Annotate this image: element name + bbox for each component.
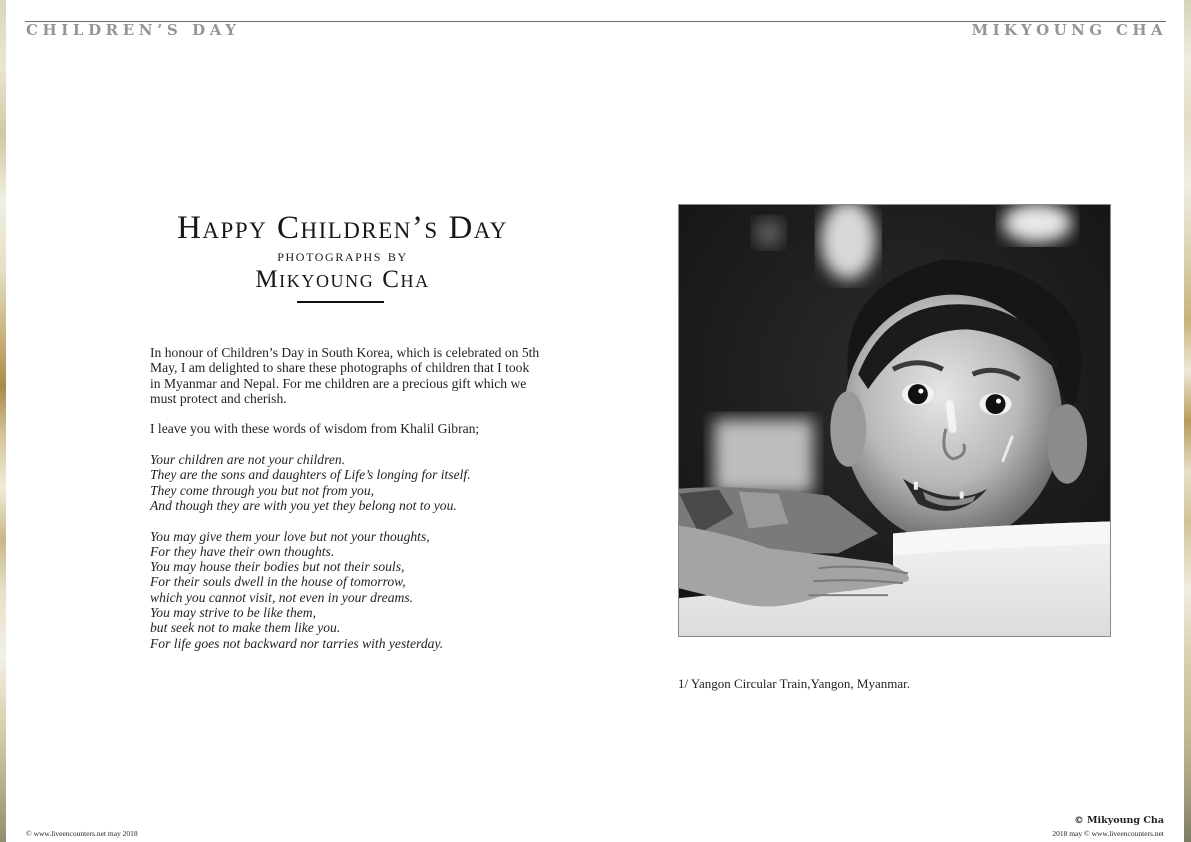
poem-line: They are the sons and daughters of Life’s longing for itself. (150, 467, 471, 483)
article-author: Mikyoung Cha (255, 266, 430, 293)
article-subtitle: photographs by (277, 246, 408, 265)
poem-line: For life goes not backward nor tarries with yesterday. (150, 635, 444, 651)
title-block (150, 208, 535, 294)
article-body (150, 345, 540, 651)
intro-paragraph: In honour of Children’s Day in South Korea, which is celebrated on 5th May, I am delighted to share these photographs of children that I took in Myanmar and Nepal. For me children are a precious gift which we must protect and cherish. (150, 345, 540, 406)
floral-edge-right (1184, 0, 1191, 842)
poem-line: For their souls dwell in the house of tomorrow, (150, 574, 406, 590)
child-portrait-photo (678, 204, 1111, 637)
poem-line: And though they are with you yet they belong not to you. (150, 497, 457, 513)
article-title: Happy Children’s Day (177, 210, 508, 246)
portrait-illustration (679, 205, 1110, 636)
poem-line: You may strive to be like them, (150, 605, 316, 621)
floral-edge-left (0, 0, 6, 842)
footer-copyright-left: © www.liveencounters.net may 2018 (26, 829, 138, 838)
footer-photographer-credit: © Mikyoung Cha (1074, 815, 1164, 826)
photo-caption: 1/ Yangon Circular Train,Yangon, Myanmar. (678, 676, 910, 691)
poem-line: For they have their own thoughts. (150, 543, 335, 559)
title-underline (297, 301, 384, 303)
poem-line: Your children are not your children. (150, 452, 346, 468)
lead-in-paragraph: I leave you with these words of wisdom from Khalil Gibran; (150, 421, 480, 437)
poem-line: You may give them your love but not your thoughts, (150, 528, 430, 544)
poem-stanza-1 (150, 452, 540, 513)
poem-line: You may house their bodies but not their souls, (150, 559, 405, 575)
poem-line: but seek not to make them like you. (150, 620, 341, 636)
poem-stanza-2 (150, 529, 540, 651)
poem-line: which you cannot visit, not even in your dreams. (150, 589, 414, 605)
running-header-author: MIKYOUNG CHA (971, 21, 1167, 39)
poem-line: They come through you but not from you, (150, 482, 375, 498)
running-header-section: CHILDREN’S DAY (26, 21, 241, 39)
footer-copyright-right: 2018 may © www.liveencounters.net (1052, 829, 1164, 838)
